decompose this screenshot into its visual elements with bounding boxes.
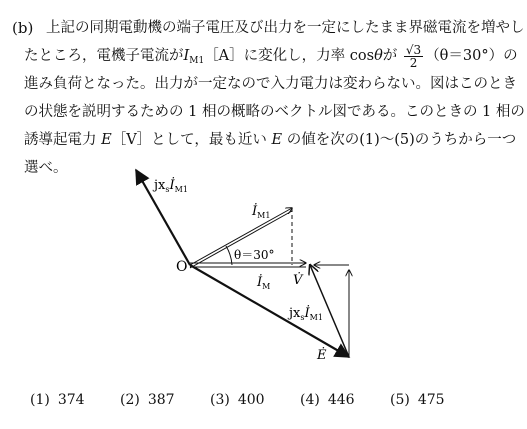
label-theta: θ＝30° [234,248,275,262]
choice-2[interactable] [120,392,175,408]
vector-jxs-IM1-right [310,265,349,357]
question-line-4: の状態を説明するための 1 相の概略のベクトル図である。このときの 1 相の [24,104,525,120]
choice-number: (5) [390,392,410,408]
label-part: M1 [257,211,271,220]
label-IM [256,273,270,291]
choice-5[interactable] [390,392,445,408]
question-line-2 [24,42,516,70]
label-part: M [262,282,271,291]
label-part: İ [252,204,258,219]
label-E: Ė [317,348,327,363]
text-seg: 誘導起電力 [24,132,97,148]
label-part: jx [154,178,166,193]
fraction-numerator: √3 [405,42,422,57]
choice-value: 374 [57,392,85,408]
var-E: E [101,132,112,148]
choice-number: (3) [210,392,230,408]
var-E: E [271,132,283,148]
var-I-sub: M1 [189,56,205,66]
choice-value: 446 [327,392,355,408]
choice-1[interactable] [30,392,85,408]
fraction [404,44,423,69]
question-text [24,14,525,182]
choice-number: (1) [30,392,50,408]
label-part: M1 [309,313,323,322]
label-part: M1 [174,185,188,194]
question-line-6: 選べ。 [24,160,68,176]
label-part: İ [304,306,310,321]
question-line-1: 上記の同期電動機の端子電圧及び出力を一定にしたまま界磁電流を増やし [46,20,525,36]
vector-diagram [0,160,527,375]
text-seg: の値を次の(1)～(5)のうちから一つ [286,132,517,148]
theta-arc [226,246,232,265]
label-jxs-IM1-right [287,304,323,322]
var-theta: θ [374,48,383,64]
label-part: İ [257,275,263,290]
choice-4[interactable] [300,392,355,408]
text-seg: （θ＝30°）の [425,48,518,64]
question-label: (b) [12,19,34,37]
choice-value: 400 [237,392,265,408]
label-origin: O [176,259,188,275]
label-part: İ [169,178,175,193]
text-seg: ［V］として，最も近い [111,132,267,148]
choice-3[interactable] [210,392,265,408]
text-seg: が [382,48,398,64]
fraction-denominator: 2 [409,55,418,70]
choice-value: 475 [417,392,445,408]
label-V: V̇ [293,273,303,288]
label-part: s [165,185,170,194]
label-jxs-IM1-top [152,176,188,194]
text-seg: たところ，電機子電流が [24,48,184,64]
label-IM1 [251,202,270,220]
var-I: I [183,48,190,64]
question-line-5 [24,126,516,154]
vector-E [190,265,349,357]
label-part: jx [289,306,301,321]
question-line-3: 進み負荷となった。出力が一定なので入力電力は変わらない。図はこのとき [24,76,517,92]
choice-value: 387 [147,392,175,408]
label-part: s [300,313,305,322]
text-seg: ［A］に変化し，力率 cos [204,48,375,64]
choice-number: (4) [300,392,320,408]
choice-number: (2) [120,392,140,408]
